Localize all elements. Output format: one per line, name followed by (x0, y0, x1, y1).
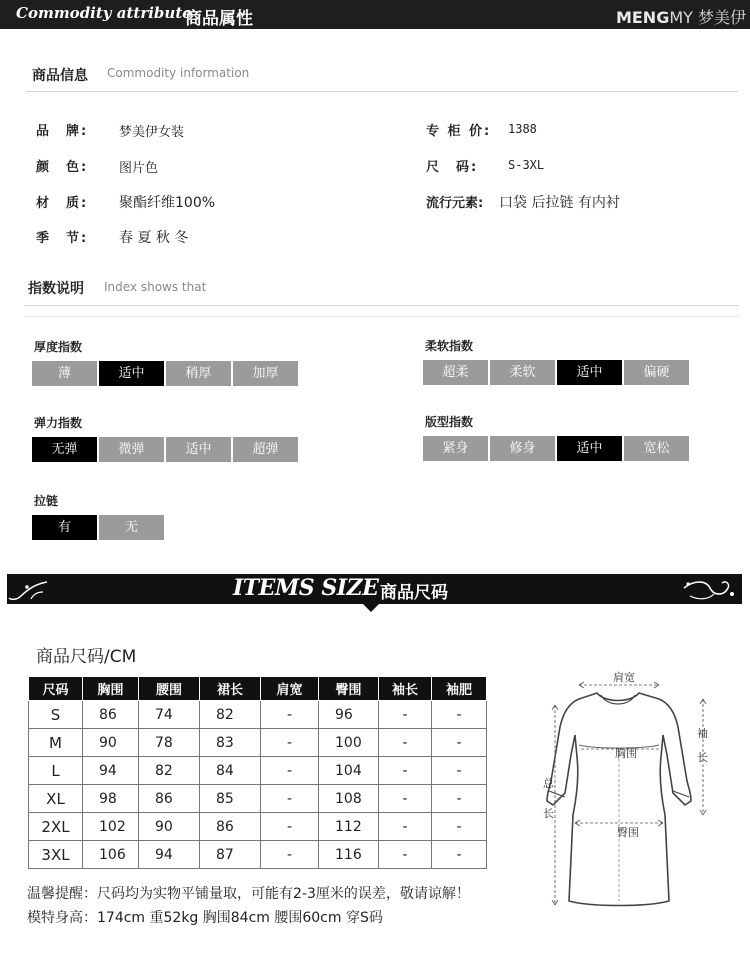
table-cell: M (29, 729, 83, 757)
attr-value-size: S-3XL (508, 158, 545, 172)
size-banner-cn: 商品尺码 (380, 583, 448, 603)
fit-index-title: 版型指数 (425, 415, 474, 429)
table-cell: - (261, 701, 319, 729)
fit-option: 修身 (490, 436, 555, 461)
attr-value-brand: 梦美伊女装 (119, 125, 185, 140)
table-cell: 86 (83, 701, 139, 729)
table-row (29, 729, 487, 757)
info-section-title: 商品信息 (32, 68, 88, 84)
index-section-subtitle: Index shows that (104, 280, 207, 294)
softness-option: 柔软 (490, 360, 555, 385)
table-cell: 112 (319, 813, 379, 841)
size-banner-en: ITEMS SIZE (233, 575, 379, 601)
table-cell: 85 (200, 785, 261, 813)
column-header: 肩宽 (261, 677, 319, 701)
table-cell: 87 (200, 841, 261, 869)
attr-label-material: 材 质: (36, 196, 89, 211)
banner-pointer (363, 604, 379, 612)
table-row (29, 701, 487, 729)
table-cell: - (261, 757, 319, 785)
table-cell: - (261, 785, 319, 813)
size-table-title: 商品尺码/CM (36, 647, 137, 667)
info-section-subtitle: Commodity information (107, 66, 250, 80)
attr-value-season: 春 夏 秋 冬 (119, 230, 189, 246)
attr-value-style: 口袋 后拉链 有内衬 (499, 195, 620, 211)
zipper-scale (32, 515, 164, 540)
column-header: 袖肥 (432, 677, 487, 701)
softness-index-title: 柔软指数 (425, 339, 474, 353)
sleeve-label-1: 袖 (697, 727, 708, 740)
zipper-option: 无 (99, 515, 164, 540)
size-note: 温馨提醒：尺码均为实物平铺量取，可能有2-3厘米的误差，敬请谅解！ (27, 886, 470, 902)
size-banner (7, 574, 742, 604)
thickness-option-selected: 适中 (99, 361, 164, 386)
table-header-row (29, 677, 487, 701)
table-cell: 96 (319, 701, 379, 729)
table-cell: 3XL (29, 841, 83, 869)
column-header: 裙长 (200, 677, 261, 701)
table-cell: - (379, 841, 432, 869)
column-header: 臀围 (319, 677, 379, 701)
index-section-title: 指数说明 (28, 281, 84, 297)
length-label-1: 总 (543, 777, 554, 790)
table-cell: 86 (139, 785, 200, 813)
table-cell: 100 (319, 729, 379, 757)
header-title-cn: 商品属性 (185, 9, 253, 29)
table-cell: - (432, 841, 487, 869)
attr-label-color: 颜 色: (36, 160, 89, 175)
thickness-option: 薄 (32, 361, 97, 386)
header-title-en: Commodity attribute (16, 4, 192, 22)
table-cell: 78 (139, 729, 200, 757)
column-header: 袖长 (379, 677, 432, 701)
chest-label: 胸围 (615, 747, 637, 760)
divider (24, 305, 739, 306)
fit-option-selected: 适中 (557, 436, 622, 461)
fit-option: 宽松 (624, 436, 689, 461)
attr-label-season: 季 节: (36, 231, 89, 246)
softness-option: 超柔 (423, 360, 488, 385)
elasticity-index-title: 弹力指数 (34, 416, 83, 430)
table-cell: - (432, 757, 487, 785)
table-cell: 90 (83, 729, 139, 757)
table-cell: S (29, 701, 83, 729)
zipper-index-title: 拉链 (34, 494, 59, 508)
attr-label-brand: 品 牌: (36, 124, 89, 139)
table-cell: L (29, 757, 83, 785)
table-cell: 84 (200, 757, 261, 785)
table-row (29, 813, 487, 841)
table-cell: 94 (83, 757, 139, 785)
table-cell: 74 (139, 701, 200, 729)
table-cell: - (379, 701, 432, 729)
dress-diagram (535, 665, 725, 915)
header-bar (0, 0, 750, 29)
table-cell: - (432, 813, 487, 841)
table-cell: - (432, 729, 487, 757)
table-cell: 98 (83, 785, 139, 813)
column-header: 尺码 (29, 677, 83, 701)
attr-label-size: 尺 码: (426, 160, 479, 175)
table-cell: - (261, 813, 319, 841)
table-cell: - (379, 785, 432, 813)
flourish-right-icon (680, 576, 740, 604)
table-cell: 83 (200, 729, 261, 757)
model-info: 模特身高：174cm 重52kg 胸围84cm 腰围60cm 穿S码 (27, 910, 383, 926)
table-cell: 82 (139, 757, 200, 785)
table-cell: - (432, 701, 487, 729)
attr-value-color: 图片色 (119, 161, 159, 176)
thickness-scale (32, 361, 298, 386)
table-cell: 116 (319, 841, 379, 869)
table-cell: 106 (83, 841, 139, 869)
elasticity-option-selected: 无弹 (32, 437, 97, 462)
table-cell: 82 (200, 701, 261, 729)
size-table (28, 676, 487, 869)
length-label-2: 长 (543, 807, 554, 820)
flourish-left-icon (5, 578, 51, 602)
elasticity-scale (32, 437, 298, 462)
softness-option-selected: 适中 (557, 360, 622, 385)
attr-label-style: 流行元素: (426, 196, 484, 211)
divider (26, 91, 738, 92)
column-header: 腰围 (139, 677, 200, 701)
thickness-index-title: 厚度指数 (34, 340, 83, 354)
table-cell: XL (29, 785, 83, 813)
attr-label-price: 专 柜 价: (426, 124, 492, 139)
table-cell: - (379, 757, 432, 785)
elasticity-option: 适中 (166, 437, 231, 462)
table-row (29, 785, 487, 813)
table-cell: 102 (83, 813, 139, 841)
table-cell: 108 (319, 785, 379, 813)
softness-scale (423, 360, 689, 385)
elasticity-option: 微弹 (99, 437, 164, 462)
sleeve-label-2: 长 (697, 751, 708, 764)
brand-logo: MENGMY 梦美伊 (615, 8, 746, 27)
table-cell: 104 (319, 757, 379, 785)
elasticity-option: 超弹 (233, 437, 298, 462)
table-cell: 90 (139, 813, 200, 841)
table-row (29, 841, 487, 869)
column-header: 胸围 (83, 677, 139, 701)
fit-scale (423, 436, 689, 461)
shoulder-label: 肩宽 (613, 671, 635, 684)
table-cell: - (379, 729, 432, 757)
thickness-option: 加厚 (233, 361, 298, 386)
softness-option: 偏硬 (624, 360, 689, 385)
table-cell: - (261, 841, 319, 869)
zipper-option-selected: 有 (32, 515, 97, 540)
table-cell: - (379, 813, 432, 841)
table-cell: 86 (200, 813, 261, 841)
table-cell: - (261, 729, 319, 757)
hip-label: 臀围 (617, 826, 639, 839)
table-cell: - (432, 785, 487, 813)
table-cell: 94 (139, 841, 200, 869)
attr-value-price: 1388 (508, 122, 537, 136)
thickness-option: 稍厚 (166, 361, 231, 386)
table-row (29, 757, 487, 785)
fit-option: 紧身 (423, 436, 488, 461)
attr-value-material: 聚酯纤维100% (119, 195, 216, 211)
divider (24, 316, 739, 317)
table-cell: 2XL (29, 813, 83, 841)
